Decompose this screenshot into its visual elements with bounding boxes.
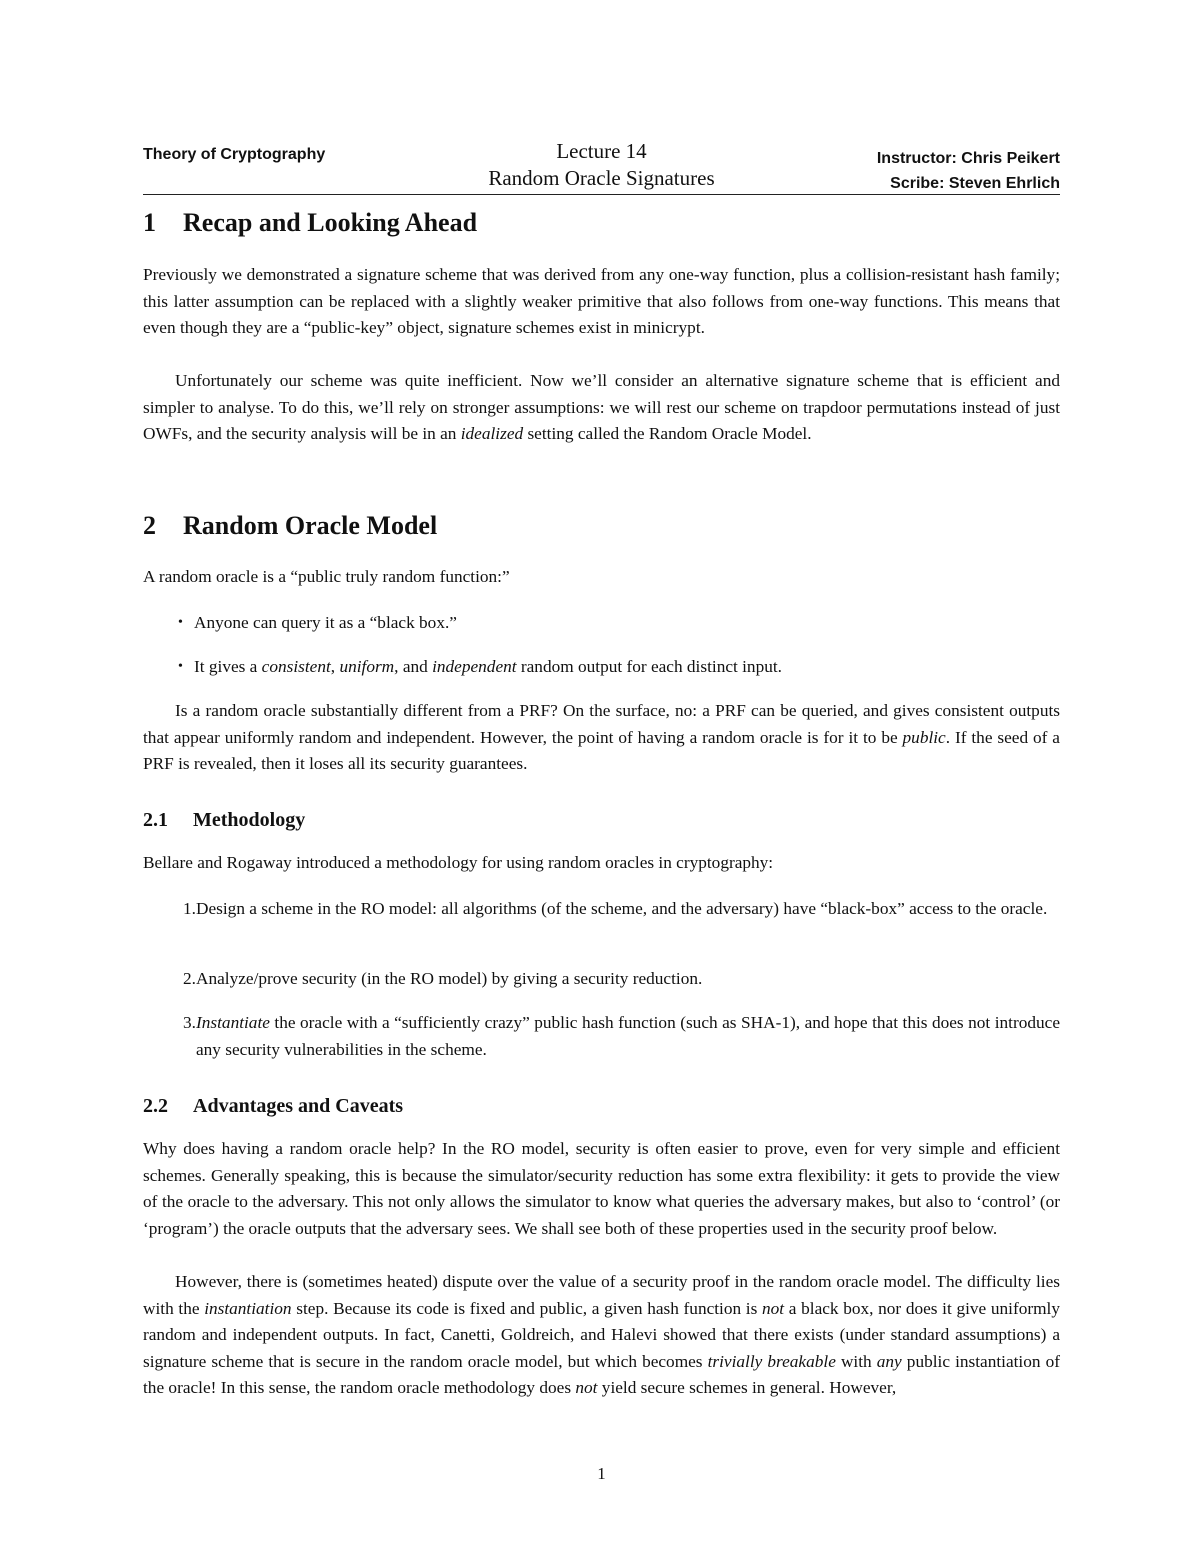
bullet-text [194,654,1060,681]
text-run: , and [394,657,433,676]
text-run: , [330,657,340,676]
subsection-number: 2.2 [143,1095,168,1117]
subsection-2-2-heading [143,1095,403,1118]
text-run: It gives a [194,657,262,676]
lecture-topic: Random Oracle Signatures [488,166,715,190]
text-run: However, there is (sometimes heated) dispute over the value of a security proof in the random oracle model. The difficulty lies with the [143,1272,1060,1318]
subsection-number: 2.1 [143,809,168,831]
numbered-item [178,1010,1060,1063]
item-text: Analyze/prove security (in the RO model) by giving a security reduction. [196,969,703,988]
subsection-2-2-paragraph-2 [143,1269,1060,1402]
bullet-text: Anyone can query it as a “black box.” [194,613,457,632]
subsection-title: Methodology [193,809,306,831]
emphasis: instantiation [204,1298,292,1318]
subsection-title: Advantages and Caveats [193,1095,404,1117]
text-run: public instantiation of the oracle! In this sense, the random oracle methodology does [143,1351,1060,1397]
lecture-header [143,138,1060,195]
subsection-2-1-heading [143,809,305,832]
text-run: the oracle with a “sufficiently crazy” public hash function (such as SHA-1), and hope that this does not introduce any security vulnerabilities in the scheme. [196,1013,1060,1059]
bullet-item [178,610,1060,637]
text-run: setting called the Random Oracle Model. [523,424,812,443]
emphasis: independent [432,657,517,676]
text-run: step. Because its code is fixed and public, a given hash function is [291,1298,763,1318]
paper-page [143,0,1060,1553]
numbered-item [178,966,1060,993]
course-name: Theory of Cryptography [143,146,326,163]
emphasis: idealized [460,424,524,443]
emphasis: not [762,1298,785,1318]
emphasis: uniform [339,657,395,676]
emphasis: trivially breakable [707,1351,836,1371]
instructor: Instructor: Chris Peikert [876,150,1060,167]
subsection-2-1-intro: Bellare and Rogaway introduced a methodology for using random oracles in cryptography: [143,853,774,872]
emphasis: any [876,1351,902,1371]
text-run: . If the seed of a PRF is revealed, then it loses all its security guarantees. [143,727,1060,773]
subsection-2-2-paragraph-1: Why does having a random oracle help? In the RO model, security is often easier to prove, even for very simple and efficient schemes. Generally speaking, this is because the simulator/security reduction has some extra flexibility: it gets to provide the view of the oracle to the adversary. This not only allows the simulator to know what queries the adversary makes, but also to ‘control’ (or ‘program’) the oracle outputs that the adversary sees. We shall see both of these properties used in the security proof below. [143,1139,1060,1238]
section-number: 1 [143,208,156,237]
emphasis: Instantiate [196,1013,270,1032]
bullet-item [178,654,1060,681]
item-number: 3. [183,1013,196,1032]
section-1-paragraph-2 [143,368,1060,448]
text-run: Is a random oracle substantially different from a PRF? On the surface, no: a PRF can be queried, and gives consistent outputs that appear uniformly random and independent. However, the point of having a random oracle is for it to be [143,701,1060,747]
emphasis: consistent [261,657,331,676]
scribe: Scribe: Steven Ehrlich [890,175,1060,192]
section-title: Recap and Looking Ahead [183,208,478,237]
section-title: Random Oracle Model [183,511,438,540]
section-2-intro: A random oracle is a “public truly random function:” [143,567,510,586]
text-run: yield secure schemes in general. However, [597,1378,897,1397]
section-2-heading [143,511,437,541]
item-number: 2. [183,969,196,988]
credits [877,146,1060,196]
bullet-marker: • [178,615,183,630]
bullet-marker: • [178,659,183,674]
item-text [196,1010,1060,1063]
text-run: a black box, nor does it give uniformly random and independent outputs. In fact, Canetti, Goldreich, and Halevi showed that there exists (under standard assumptions) a signature scheme that is secure in the random oracle model, but which becomes [143,1298,1060,1371]
emphasis: public [902,727,946,747]
item-number: 1. [183,899,196,918]
emphasis: not [575,1378,598,1397]
page-number: 1 [597,1464,606,1483]
text-run: random output for each distinct input. [516,657,782,676]
text-run: with [835,1351,877,1371]
text-run: Unfortunately our scheme was quite inefficient. Now we’ll consider an alternative signature scheme that is efficient and simpler to analyse. To do this, we’ll rely on stronger assumptions: we will rest our scheme on trapdoor permutations instead of just OWFs, and the security analysis will be in an [143,371,1060,443]
numbered-item [178,896,1060,923]
section-2-paragraph [143,698,1060,778]
section-number: 2 [143,511,156,540]
section-1-heading [143,208,477,238]
lecture-number: Lecture 14 [556,139,647,163]
section-1-paragraph-1: Previously we demonstrated a signature scheme that was derived from any one-way function, plus a collision-resistant hash family; this latter assumption can be replaced with a slightly weaker primitive that also follows from one-way functions. This means that even though they are a “public-key” object, signature schemes exist in minicrypt. [143,265,1060,337]
item-text: Design a scheme in the RO model: all algorithms (of the scheme, and the adversary) have “black-box” access to the oracle. [196,899,1048,918]
